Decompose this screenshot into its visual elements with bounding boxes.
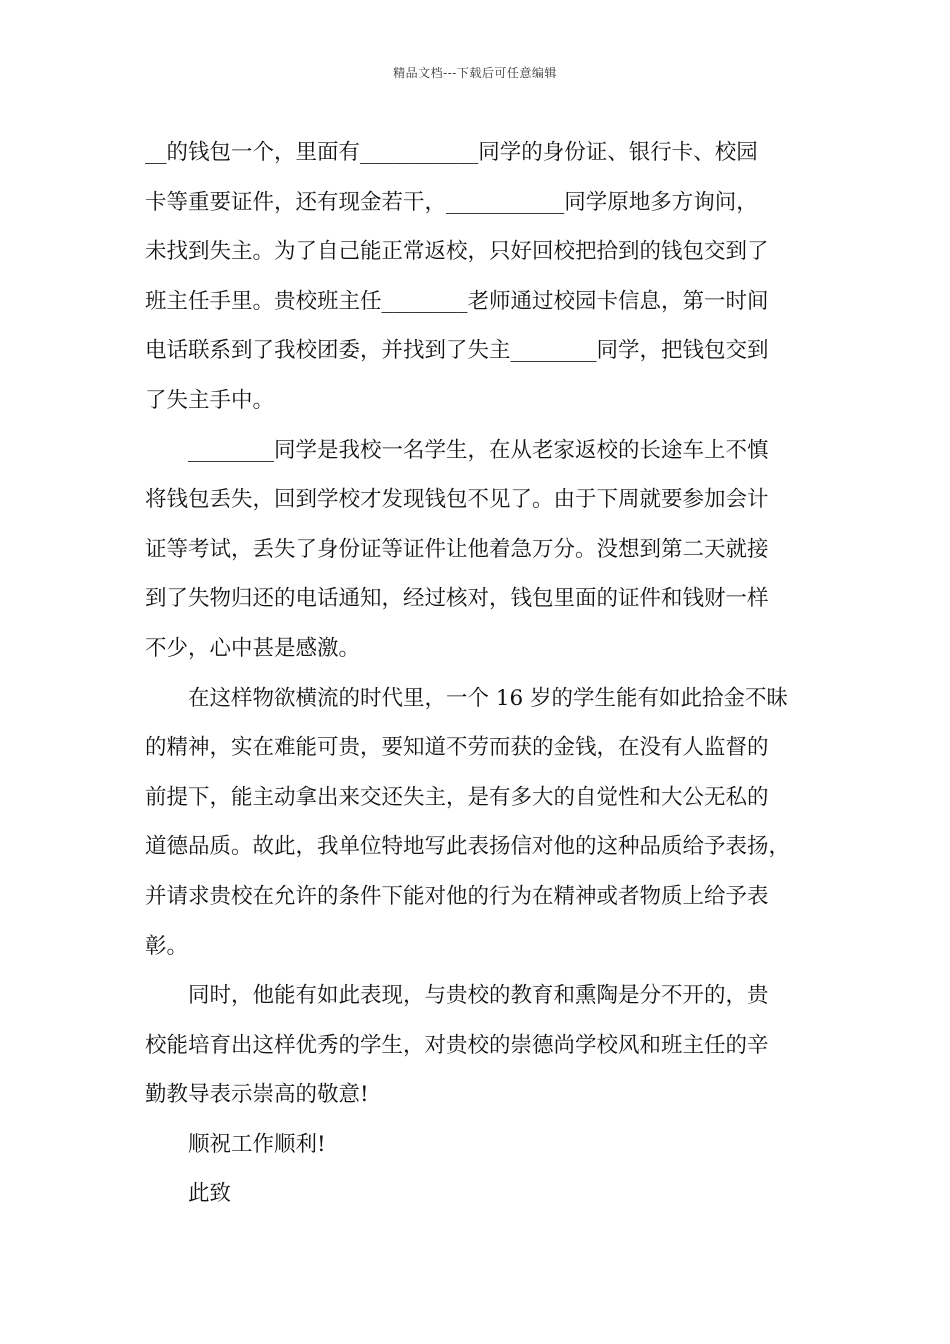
text-line: 彰。: [145, 933, 189, 959]
text-line: __的钱包一个，里面有___________同学的身份证、银行卡、校园: [145, 140, 758, 165]
text-line: 勤教导表示崇高的敬意!: [145, 1082, 369, 1108]
text-line: 不少，心中甚是感激。: [145, 635, 361, 661]
text-line: 将钱包丢失，回到学校才发现钱包不见了。由于下周就要参加会计: [145, 487, 769, 513]
closing-salutation: 此致: [188, 1181, 232, 1207]
paragraph-first-line: 在这样物欲横流的时代里，一个 16 岁的学生能有如此拾金不昧: [188, 685, 789, 711]
closing-wish: 顺祝工作顺利!: [188, 1131, 326, 1157]
text-line: 了失主手中。: [145, 387, 275, 413]
paragraph-first-line: 同时，他能有如此表现，与贵校的教育和熏陶是分不开的，贵: [188, 983, 769, 1009]
text-line: 电话联系到了我校团委，并找到了失主________同学，把钱包交到: [145, 338, 769, 364]
text-line: 卡等重要证件，还有现金若干，___________同学原地多方询问，: [145, 189, 758, 215]
letter-body: [145, 128, 810, 1219]
text-line: 的精神，实在难能可贵，要知道不劳而获的金钱，在没有人监督的: [145, 735, 769, 761]
text-line: 班主任手里。贵校班主任________老师通过校园卡信息，第一时间: [145, 288, 769, 314]
page-header: 精品文档---下载后可任意编辑: [393, 66, 557, 80]
text-line: 道德品质。故此，我单位特地写此表扬信对他的这种品质给予表扬，: [145, 834, 791, 860]
text-line: 并请求贵校在允许的条件下能对他的行为在精神或者物质上给予表: [145, 883, 769, 909]
text-line: 校能培育出这样优秀的学生，对贵校的崇德尚学校风和班主任的辛: [145, 1032, 769, 1058]
text-line: 到了失物归还的电话通知，经过核对，钱包里面的证件和钱财一样: [145, 586, 769, 612]
text-line: 未找到失主。为了自己能正常返校，只好回校把拾到的钱包交到了: [145, 239, 769, 265]
paragraph-first-line: ________同学是我校一名学生，在从老家返校的长途车上不慎: [188, 437, 769, 463]
text-line: 前提下，能主动拿出来交还失主，是有多大的自觉性和大公无私的: [145, 784, 769, 810]
text-line: 证等考试，丢失了身份证等证件让他着急万分。没想到第二天就接: [145, 536, 769, 562]
